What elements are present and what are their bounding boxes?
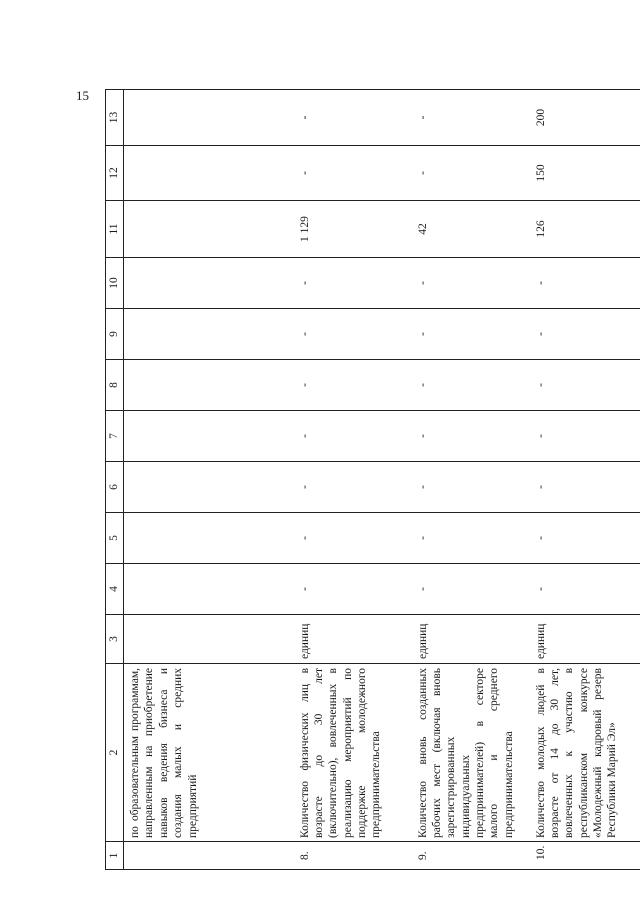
column-number-3: 3 bbox=[106, 615, 124, 664]
row-number: 8. bbox=[294, 842, 412, 870]
value-col-11 bbox=[124, 201, 294, 258]
value-col-10 bbox=[124, 258, 294, 309]
page-number: 15 bbox=[76, 88, 89, 103]
column-number-4: 4 bbox=[106, 564, 124, 615]
column-number-8: 8 bbox=[106, 360, 124, 411]
value-col-4: - bbox=[294, 564, 412, 615]
value-col-12: 150 bbox=[530, 146, 640, 201]
value-col-12: - bbox=[412, 146, 530, 201]
value-col-7: - bbox=[412, 411, 530, 462]
value-col-12 bbox=[124, 146, 294, 201]
table-row bbox=[412, 90, 530, 870]
value-col-13: 200 bbox=[530, 90, 640, 146]
value-col-11: 42 bbox=[412, 201, 530, 258]
value-col-5: - bbox=[294, 513, 412, 564]
column-number-1: 1 bbox=[106, 842, 124, 870]
column-number-12: 12 bbox=[106, 146, 124, 201]
value-col-10: - bbox=[294, 258, 412, 309]
table-row bbox=[124, 90, 294, 870]
value-col-13: - bbox=[412, 90, 530, 146]
table-row bbox=[294, 90, 412, 870]
unit-of-measure bbox=[124, 615, 294, 664]
column-number-7: 7 bbox=[106, 411, 124, 462]
rotated-table-page bbox=[105, 90, 619, 870]
value-col-5: - bbox=[530, 513, 640, 564]
column-number-2: 2 bbox=[106, 664, 124, 842]
indicator-name: Количество вновь созданных рабочих мест (включая вновь зарегистрированных индивидуальных предпринимателей) в секторе малого и среднего предпринимательства bbox=[412, 664, 530, 842]
table-row bbox=[530, 90, 640, 870]
value-col-10: - bbox=[530, 258, 640, 309]
indicator-name: Количество молодых людей в возрасте от 14 до 30 лет, вовлеченных к участию в республиканском конкурсе «Молодежный кадровый резерв Республики Марий Эл» bbox=[530, 664, 640, 842]
indicators-table bbox=[105, 89, 640, 870]
column-number-11: 11 bbox=[106, 201, 124, 258]
value-col-7 bbox=[124, 411, 294, 462]
value-col-9: - bbox=[294, 309, 412, 360]
value-col-4: - bbox=[412, 564, 530, 615]
value-col-8: - bbox=[294, 360, 412, 411]
value-col-11: 1 129 bbox=[294, 201, 412, 258]
value-col-8: - bbox=[530, 360, 640, 411]
value-col-6: - bbox=[412, 462, 530, 513]
value-col-11: 126 bbox=[530, 201, 640, 258]
value-col-6: - bbox=[530, 462, 640, 513]
column-number-5: 5 bbox=[106, 513, 124, 564]
column-number-13: 13 bbox=[106, 90, 124, 146]
value-col-9 bbox=[124, 309, 294, 360]
value-col-12: - bbox=[294, 146, 412, 201]
value-col-7: - bbox=[294, 411, 412, 462]
row-number: 10. bbox=[530, 842, 640, 870]
value-col-9: - bbox=[530, 309, 640, 360]
indicator-name: по образовательным программам, направленным на приобретение навыков ведения бизнеса и создания малых и средних предприятий bbox=[124, 664, 294, 842]
value-col-6 bbox=[124, 462, 294, 513]
column-number-6: 6 bbox=[106, 462, 124, 513]
value-col-5: - bbox=[412, 513, 530, 564]
value-col-7: - bbox=[530, 411, 640, 462]
value-col-4: - bbox=[530, 564, 640, 615]
value-col-13: - bbox=[294, 90, 412, 146]
indicator-name: Количество физических лиц в возрасте до 30 лет (включительно), вовлеченных в реализацию мероприятий по поддержке молодежного предпринимательства bbox=[294, 664, 412, 842]
column-number-row bbox=[106, 90, 124, 870]
value-col-10: - bbox=[412, 258, 530, 309]
value-col-6: - bbox=[294, 462, 412, 513]
value-col-5 bbox=[124, 513, 294, 564]
column-number-9: 9 bbox=[106, 309, 124, 360]
value-col-13 bbox=[124, 90, 294, 146]
value-col-8: - bbox=[412, 360, 530, 411]
row-number: 9. bbox=[412, 842, 530, 870]
unit-of-measure: единиц bbox=[412, 615, 530, 664]
value-col-9: - bbox=[412, 309, 530, 360]
row-number bbox=[124, 842, 294, 870]
unit-of-measure: единиц bbox=[294, 615, 412, 664]
value-col-8 bbox=[124, 360, 294, 411]
value-col-4 bbox=[124, 564, 294, 615]
column-number-10: 10 bbox=[106, 258, 124, 309]
unit-of-measure: единиц bbox=[530, 615, 640, 664]
